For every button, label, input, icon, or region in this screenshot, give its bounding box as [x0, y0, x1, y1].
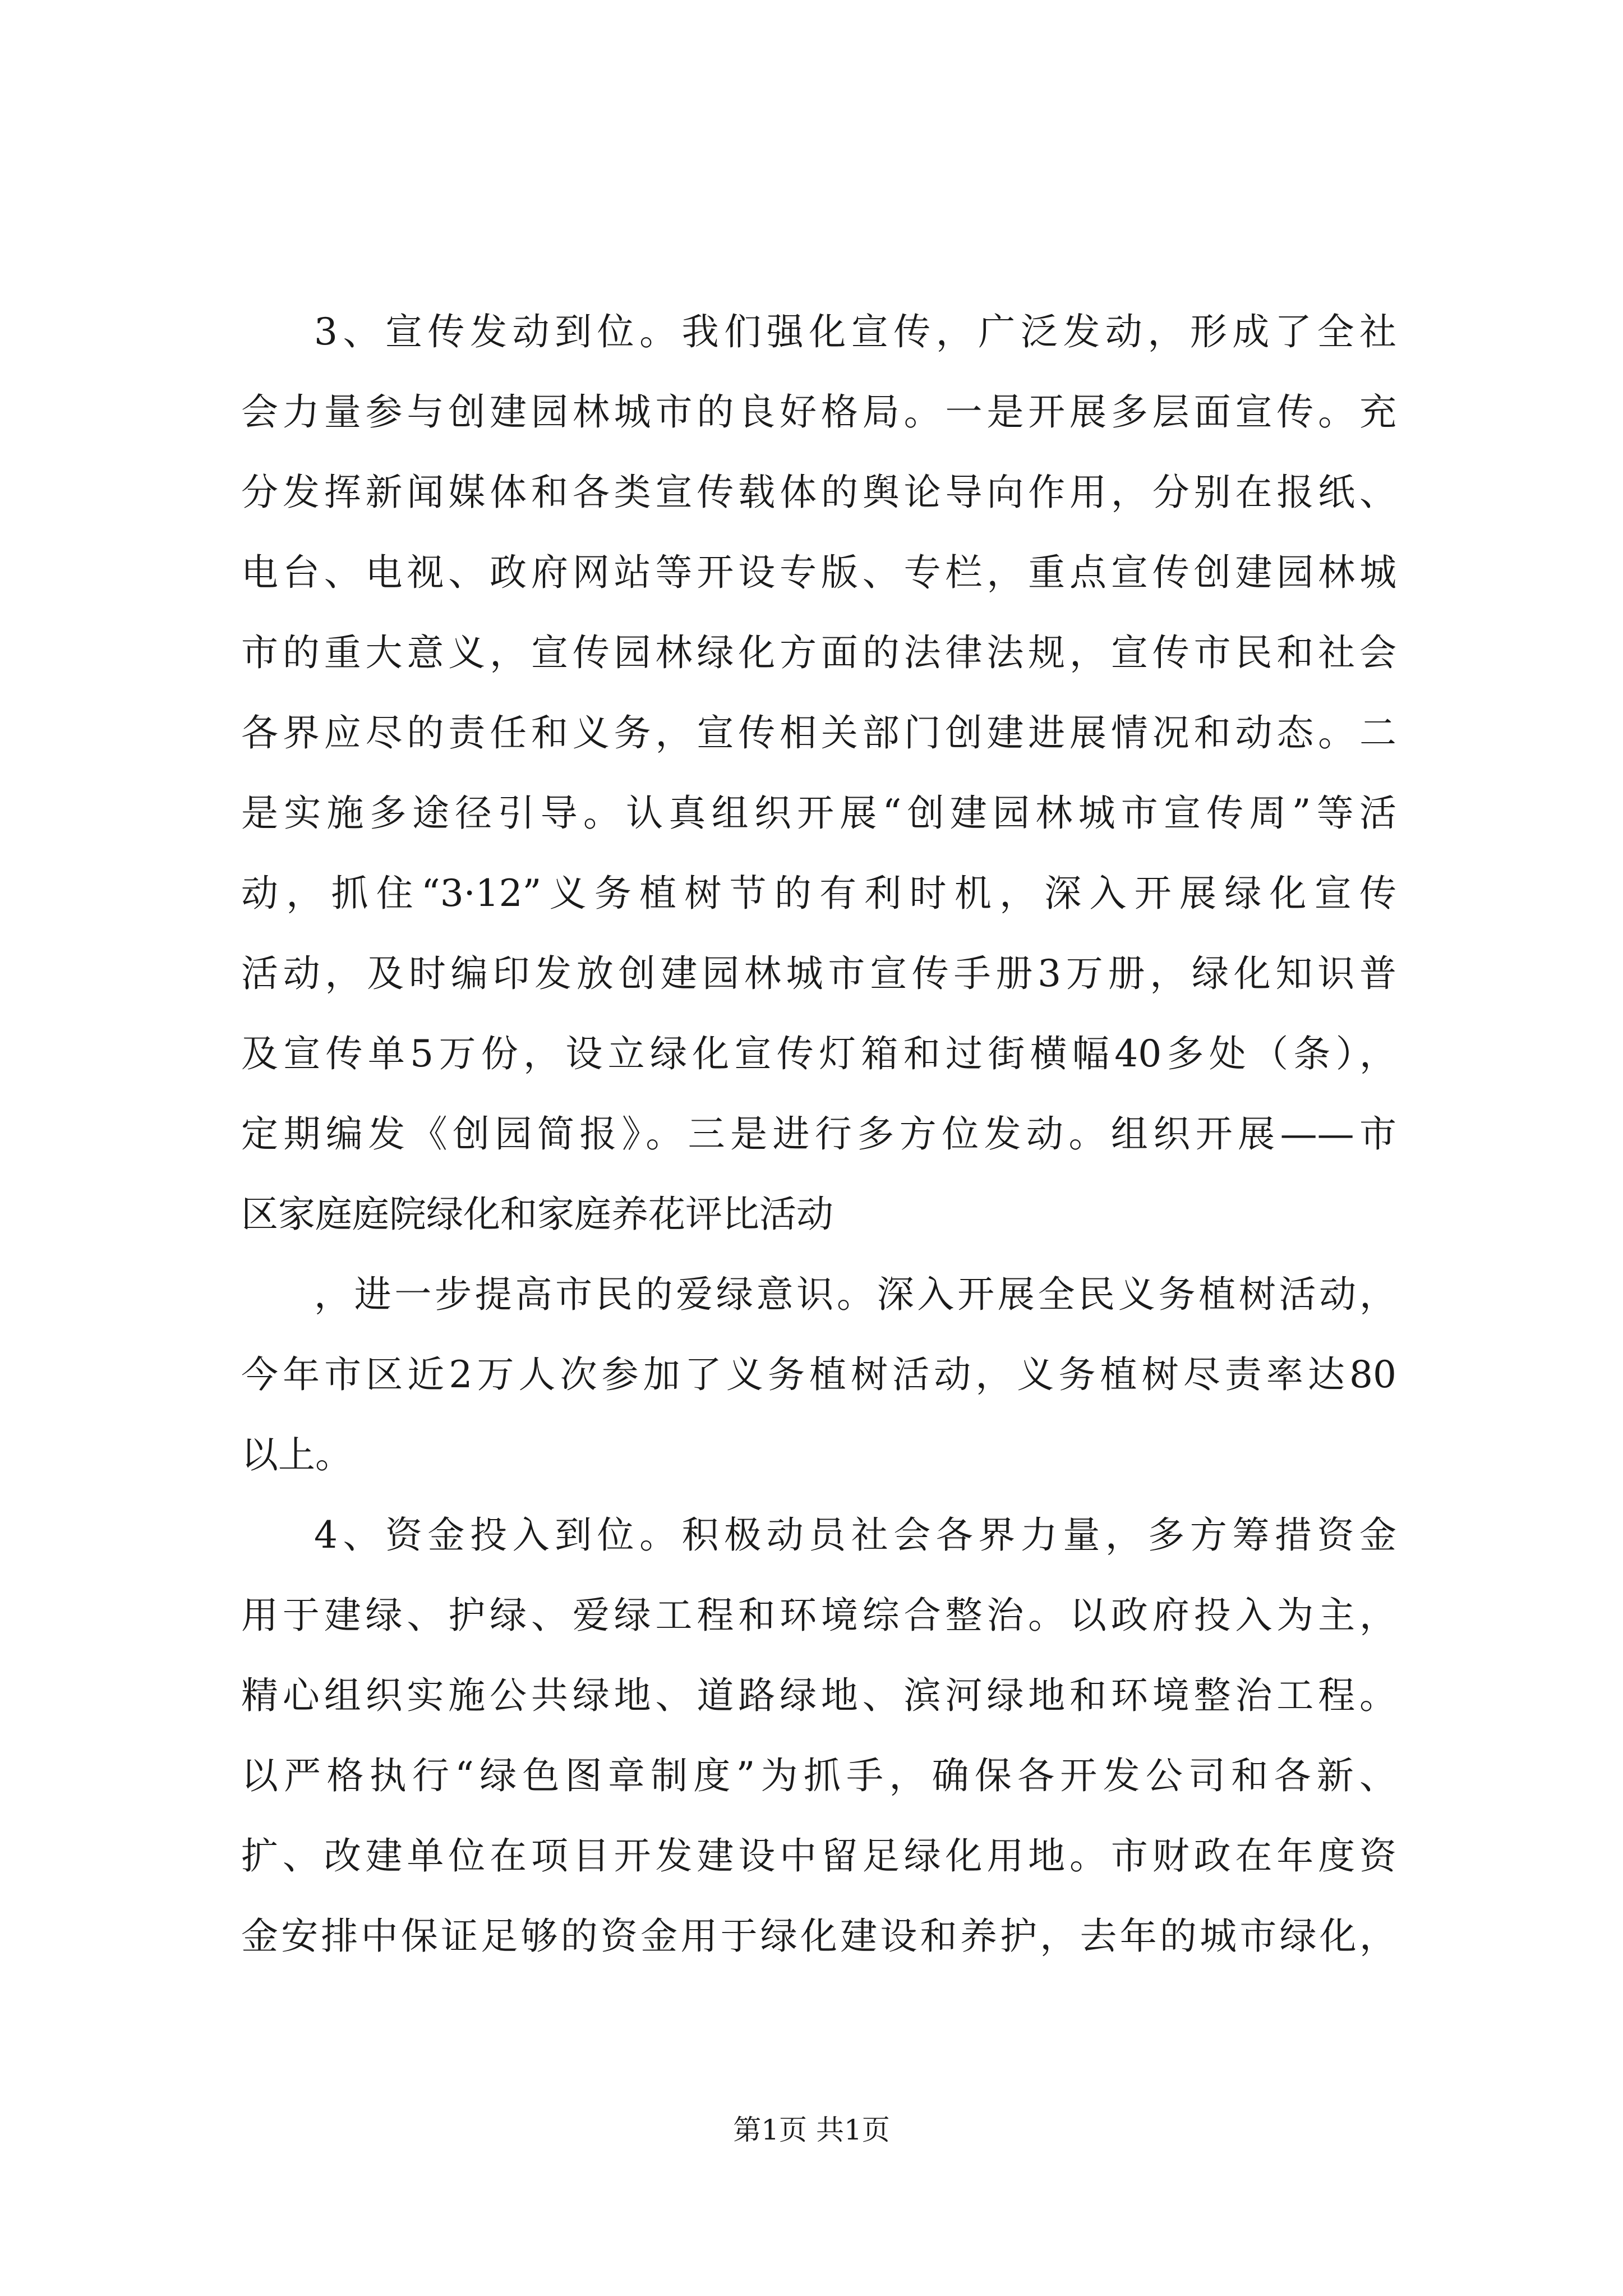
text-line: 金安排中保证足够的资金用于绿化建设和养护，去年的城市绿化，: [241, 1915, 1396, 1958]
paragraph-3: [241, 292, 1396, 1254]
text-line: 及宣传单5万份，设立绿化宣传灯箱和过街横幅40多处（条），: [241, 1032, 1396, 1075]
text-line: 分发挥新闻媒体和各类宣传载体的舆论导向作用，分别在报纸、: [241, 471, 1396, 514]
page-footer: 第1页 共1页: [733, 2114, 890, 2146]
paragraph-continuation: [241, 1254, 1396, 1495]
text-line: 定期编发《创园简报》。三是进行多方位发动。组织开展——市: [241, 1112, 1396, 1156]
text-line: ，进一步提高市民的爱绿意识。深入开展全民义务植树活动，: [314, 1273, 1396, 1316]
text-line: 以严格执行“绿色图章制度”为抓手，确保各开发公司和各新、: [241, 1754, 1396, 1797]
text-line: 4、资金投入到位。积极动员社会各界力量，多方筹措资金: [314, 1513, 1396, 1557]
text-line: 电台、电视、政府网站等开设专版、专栏，重点宣传创建园林城: [241, 551, 1396, 594]
paragraph-4: [241, 1495, 1396, 1976]
text-line: 用于建绿、护绿、爱绿工程和环境综合整治。以政府投入为主，: [241, 1594, 1396, 1637]
text-line: 今年市区近2万人次参加了义务植树活动，义务植树尽责率达80: [241, 1353, 1396, 1396]
text-line: 动，抓住“3·12”义务植树节的有利时机，深入开展绿化宣传: [241, 872, 1396, 915]
text-line: 市的重大意义，宣传园林绿化方面的法律法规，宣传市民和社会: [241, 631, 1396, 674]
text-line: 以上。: [241, 1433, 352, 1476]
text-line: 会力量参与创建园林城市的良好格局。一是开展多层面宣传。充: [241, 390, 1396, 434]
text-line: 扩、改建单位在项目开发建设中留足绿化用地。市财政在年度资: [241, 1834, 1396, 1878]
text-line: 是实施多途径引导。认真组织开展“创建园林城市宣传周”等活: [241, 792, 1396, 835]
text-line: 3、宣传发动到位。我们强化宣传，广泛发动，形成了全社: [314, 310, 1396, 353]
text-line: 精心组织实施公共绿地、道路绿地、滨河绿地和环境整治工程。: [241, 1674, 1396, 1717]
text-line: 各界应尽的责任和义务，宣传相关部门创建进展情况和动态。二: [241, 711, 1396, 754]
text-line: 区家庭庭院绿化和家庭养花评比活动: [241, 1193, 833, 1236]
text-line: 活动，及时编印发放创建园林城市宣传手册3万册，绿化知识普: [241, 952, 1396, 995]
document-body: [241, 292, 1396, 1976]
